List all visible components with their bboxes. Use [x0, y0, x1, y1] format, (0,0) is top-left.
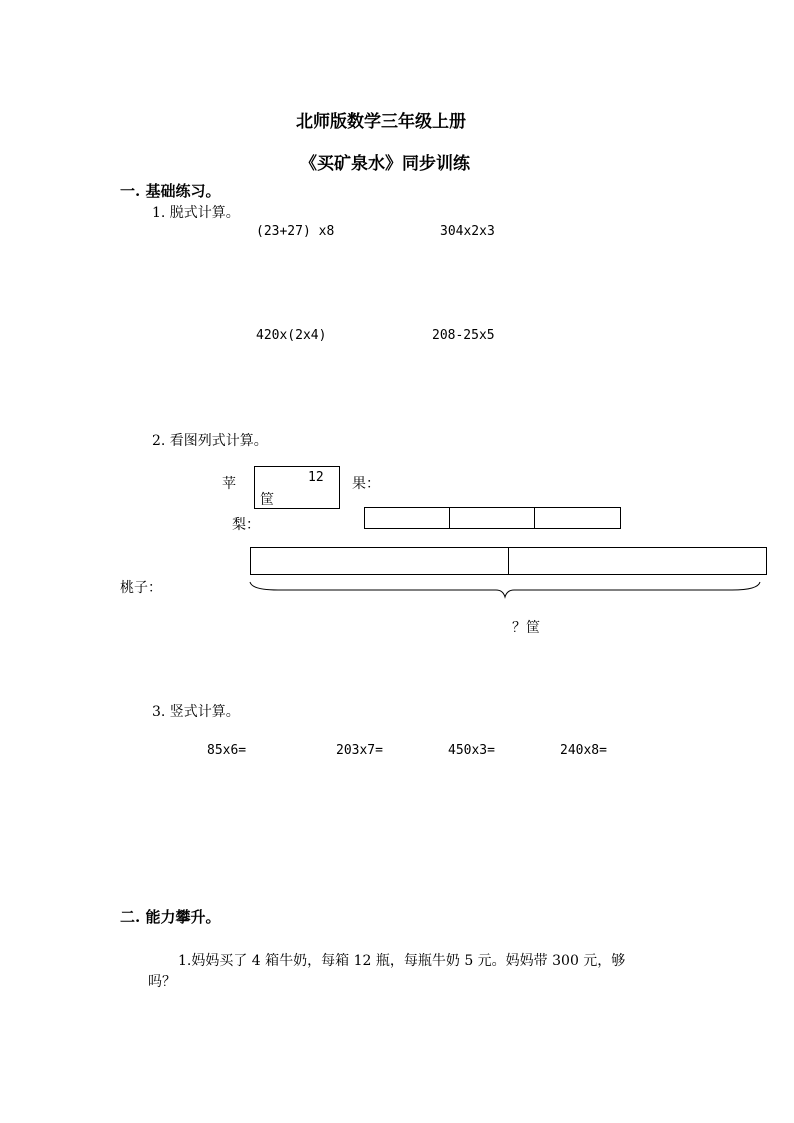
q1-expr-2: 304x2x3 — [440, 224, 495, 239]
apple-label-right: 果： — [352, 476, 380, 492]
q1-expr-4: 208-25x5 — [432, 328, 495, 343]
q3-expr-2: 203x7= — [336, 743, 383, 758]
apple-unit: 筐 — [260, 492, 274, 508]
q3-label: 3. 竖式计算。 — [152, 704, 240, 720]
q3-expr-3: 450x3= — [448, 743, 495, 758]
s2-q1-line1: 1.妈妈买了 4 箱牛奶，每箱 12 瓶，每瓶牛奶 5 元。妈妈带 300 元，够 — [178, 953, 626, 969]
apple-value: 12 — [308, 470, 324, 485]
apple-label-left: 苹 — [222, 476, 236, 492]
pear-bar-divider-2 — [534, 507, 535, 529]
q1-expr-1: (23+27) x8 — [256, 224, 335, 239]
section1-heading: 一. 基础练习。 — [120, 182, 221, 200]
q1-label: 1. 脱式计算。 — [152, 205, 240, 221]
total-brace-icon — [248, 580, 762, 600]
q3-expr-1: 85x6= — [207, 743, 247, 758]
document-title: 北师版数学三年级上册 — [296, 112, 466, 132]
q1-expr-3: 420x(2x4) — [256, 328, 327, 343]
s2-q1-line2: 吗？ — [148, 974, 176, 990]
total-question: ？筐 — [512, 620, 540, 636]
pear-label: 梨： — [232, 517, 260, 533]
peach-label: 桃子： — [120, 580, 162, 596]
peach-bar-divider — [508, 547, 509, 575]
pear-bar-divider-1 — [449, 507, 450, 529]
q3-expr-4: 240x8= — [560, 743, 607, 758]
section2-heading: 二. 能力攀升。 — [120, 908, 221, 926]
document-subtitle: 《买矿泉水》同步训练 — [300, 154, 470, 174]
q2-label: 2. 看图列式计算。 — [152, 433, 268, 449]
pear-bar — [364, 507, 621, 529]
